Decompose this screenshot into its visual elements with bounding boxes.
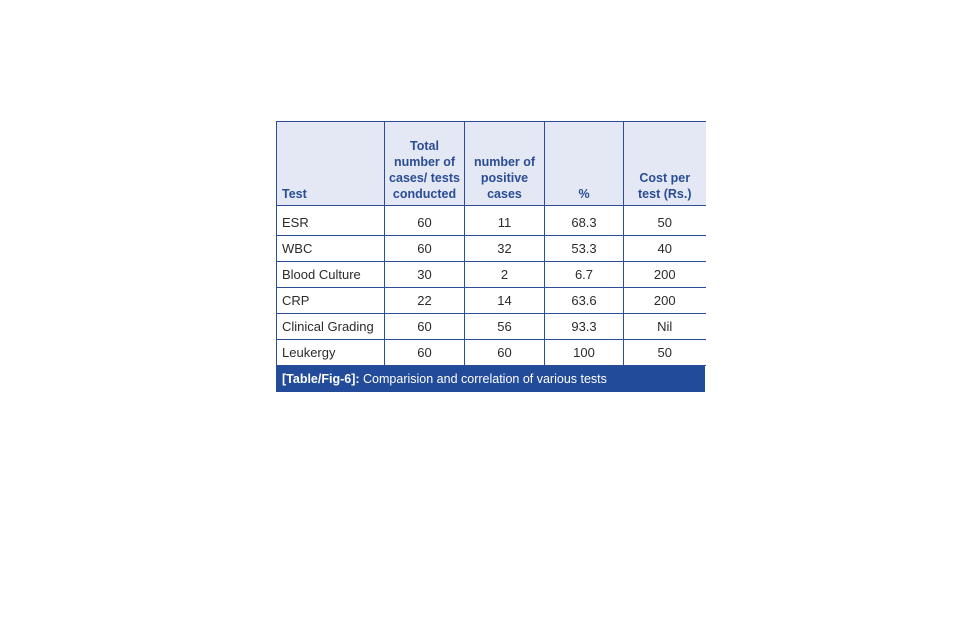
table-header	[277, 122, 706, 206]
cell-total-cases: 60	[385, 206, 465, 236]
cell-percent: 68.3	[545, 206, 624, 236]
cell-cost: 50	[624, 340, 706, 366]
column-header-test: Test	[277, 122, 385, 206]
cell-test: CRP	[277, 288, 385, 314]
cell-positive-cases: 56	[465, 314, 545, 340]
table-caption	[276, 366, 705, 392]
table-row	[277, 340, 706, 366]
cell-total-cases: 22	[385, 288, 465, 314]
comparison-table	[276, 121, 706, 366]
cell-percent: 6.7	[545, 262, 624, 288]
cell-test: Leukergy	[277, 340, 385, 366]
column-header-total-cases: Total number of cases/ tests conducted	[385, 122, 465, 206]
cell-total-cases: 60	[385, 314, 465, 340]
cell-percent: 93.3	[545, 314, 624, 340]
cell-positive-cases: 60	[465, 340, 545, 366]
cell-cost: 40	[624, 236, 706, 262]
cell-percent: 53.3	[545, 236, 624, 262]
cell-test: ESR	[277, 206, 385, 236]
caption-text: Comparision and correlation of various tests	[359, 372, 607, 386]
column-header-positive-cases: number of positive cases	[465, 122, 545, 206]
cell-percent: 63.6	[545, 288, 624, 314]
caption-label: [Table/Fig-6]:	[282, 372, 360, 386]
cell-total-cases: 60	[385, 236, 465, 262]
table-row	[277, 314, 706, 340]
header-row	[277, 122, 706, 206]
cell-cost: 200	[624, 262, 706, 288]
table-row	[277, 236, 706, 262]
cell-total-cases: 30	[385, 262, 465, 288]
table-row	[277, 288, 706, 314]
comparison-table-figure	[276, 121, 705, 392]
table-row	[277, 262, 706, 288]
table-body	[277, 206, 706, 366]
cell-total-cases: 60	[385, 340, 465, 366]
cell-test: Blood Culture	[277, 262, 385, 288]
cell-test: Clinical Grading	[277, 314, 385, 340]
column-header-cost: Cost per test (Rs.)	[624, 122, 706, 206]
cell-positive-cases: 32	[465, 236, 545, 262]
cell-cost: 50	[624, 206, 706, 236]
cell-cost: Nil	[624, 314, 706, 340]
cell-cost: 200	[624, 288, 706, 314]
cell-test: WBC	[277, 236, 385, 262]
cell-positive-cases: 2	[465, 262, 545, 288]
table-row	[277, 206, 706, 236]
cell-positive-cases: 11	[465, 206, 545, 236]
cell-positive-cases: 14	[465, 288, 545, 314]
cell-percent: 100	[545, 340, 624, 366]
column-header-percent: %	[545, 122, 624, 206]
